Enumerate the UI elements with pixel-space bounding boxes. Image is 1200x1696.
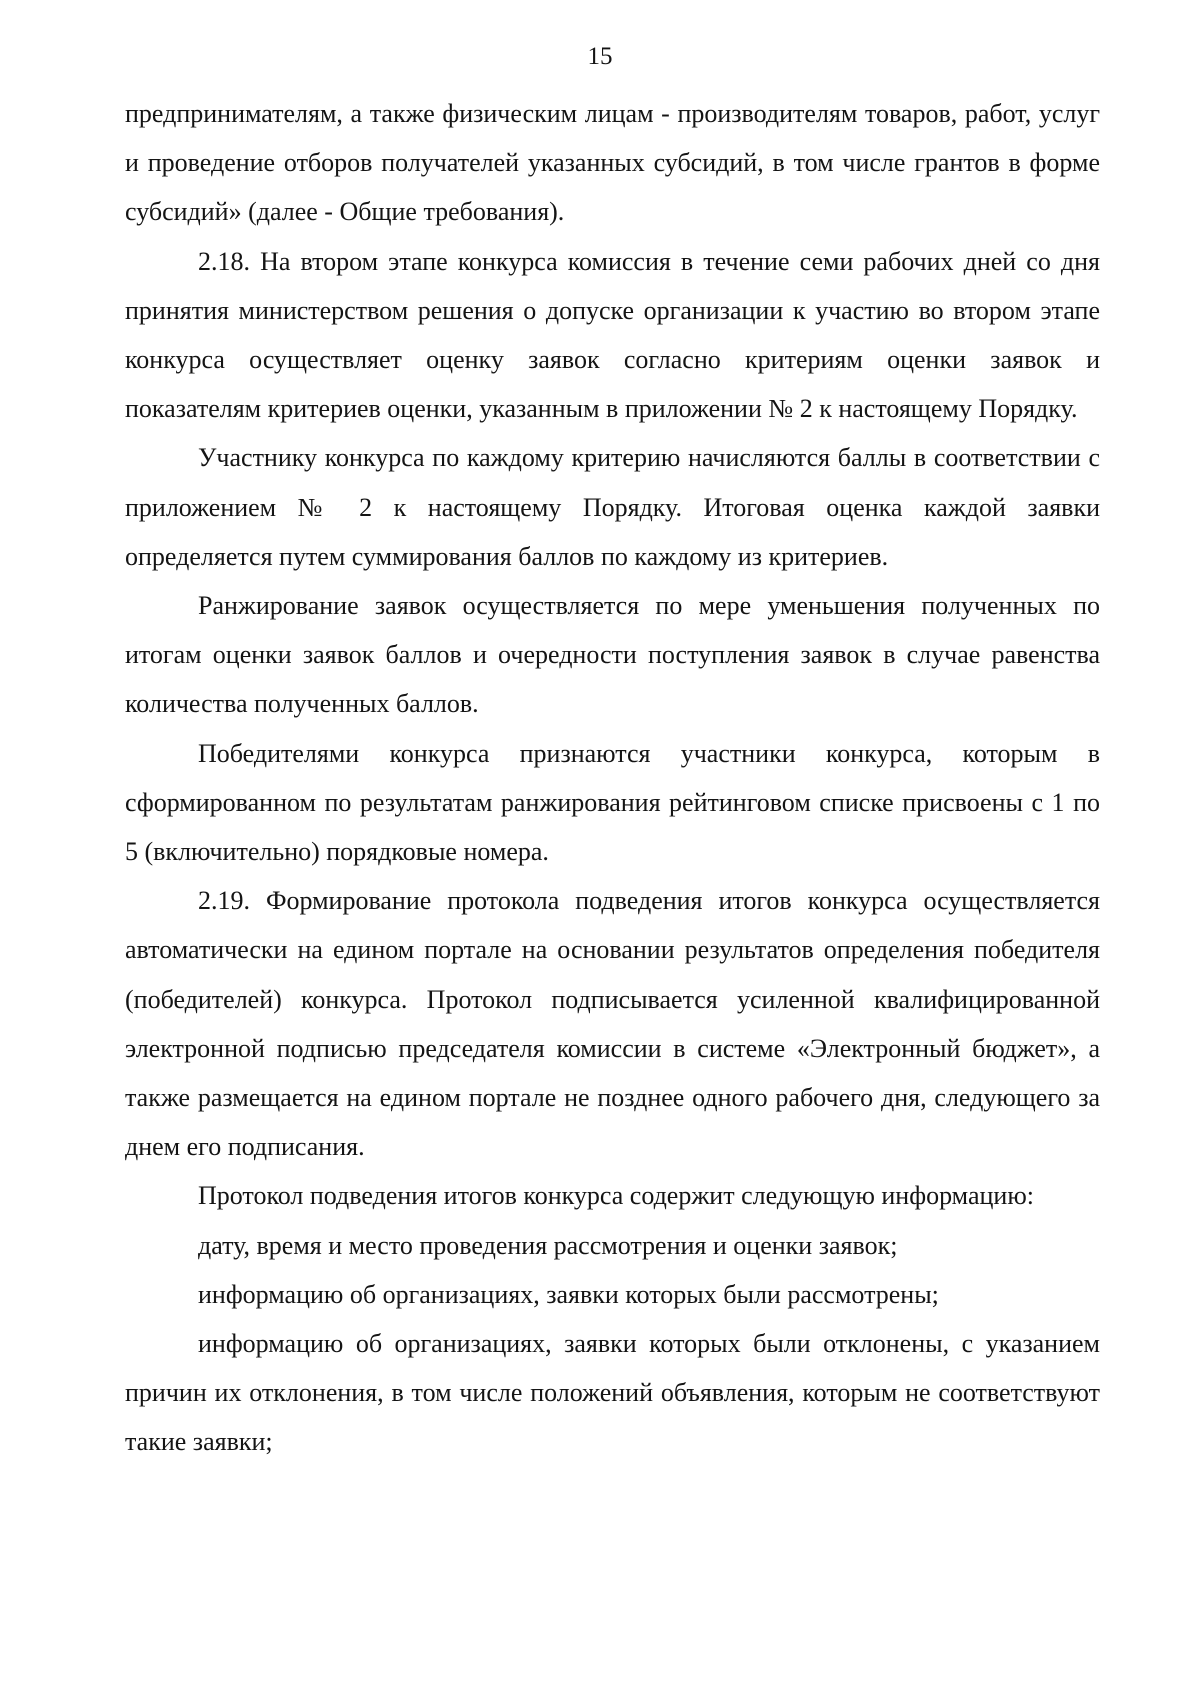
paragraph-protocol-contents: Протокол подведения итогов конкурса содержит следующую информацию: [198,1181,1034,1211]
paragraph-scoring: Участнику конкурса по каждому критерию начисляются баллы в соответствии с приложением № 2 к настоящему Порядку. Итоговая оценка каждой заявки определяется путем суммирования баллов по каждому из критериев. [125,443,1100,571]
paragraph-2-19: 2.19. Формирование протокола подведения итогов конкурса осуществляется автоматически на едином портале на основании результатов определения победителя (победителей) конкурса. Протокол подписывается усиленной квалифицированной электронной подписью председателя комиссии в системе «Электронный бюджет», а также размещается на едином портале не позднее одного рабочего дня, следующего за днем его подписания. [125,886,1100,1162]
list-item-date-time-place: дату, время и место проведения рассмотрения и оценки заявок; [198,1230,898,1260]
page-number: 15 [587,43,613,70]
paragraph-ranking: Ранжирование заявок осуществляется по мере уменьшения полученных по итогам оценки заявок баллов и очередности поступления заявок в случае равенства количества полученных баллов. [125,591,1100,719]
paragraph-winners: Победителями конкурса признаются участники конкурса, которым в сформированном по результатам ранжирования рейтинговом списке присвоены с 1 по 5 (включительно) порядковые номера. [125,738,1100,867]
list-item-rejected-organizations: информацию об организациях, заявки которых были отклонены, с указанием причин их отклонения, в том числе положений объявления, которым не соответствуют такие заявки; [125,1329,1100,1457]
paragraph-2-18: 2.18. На втором этапе конкурса комиссия в течение семи рабочих дней со дня принятия министерством решения о допуске организации к участию во втором этапе конкурса осуществляет оценку заявок согласно критериям оценки заявок и показателям критериев оценки, указанным в приложении № 2 к настоящему Порядку. [125,246,1100,424]
paragraph-continuation: предпринимателям, а также физическим лицам - производителям товаров, работ, услуг и проведение отборов получателей указанных субсидий, в том числе грантов в форме субсидий» (далее - Общие требования). [125,99,1100,227]
document-body [125,89,1100,1467]
list-item-reviewed-organizations: информацию об организациях, заявки которых были рассмотрены; [198,1279,939,1309]
